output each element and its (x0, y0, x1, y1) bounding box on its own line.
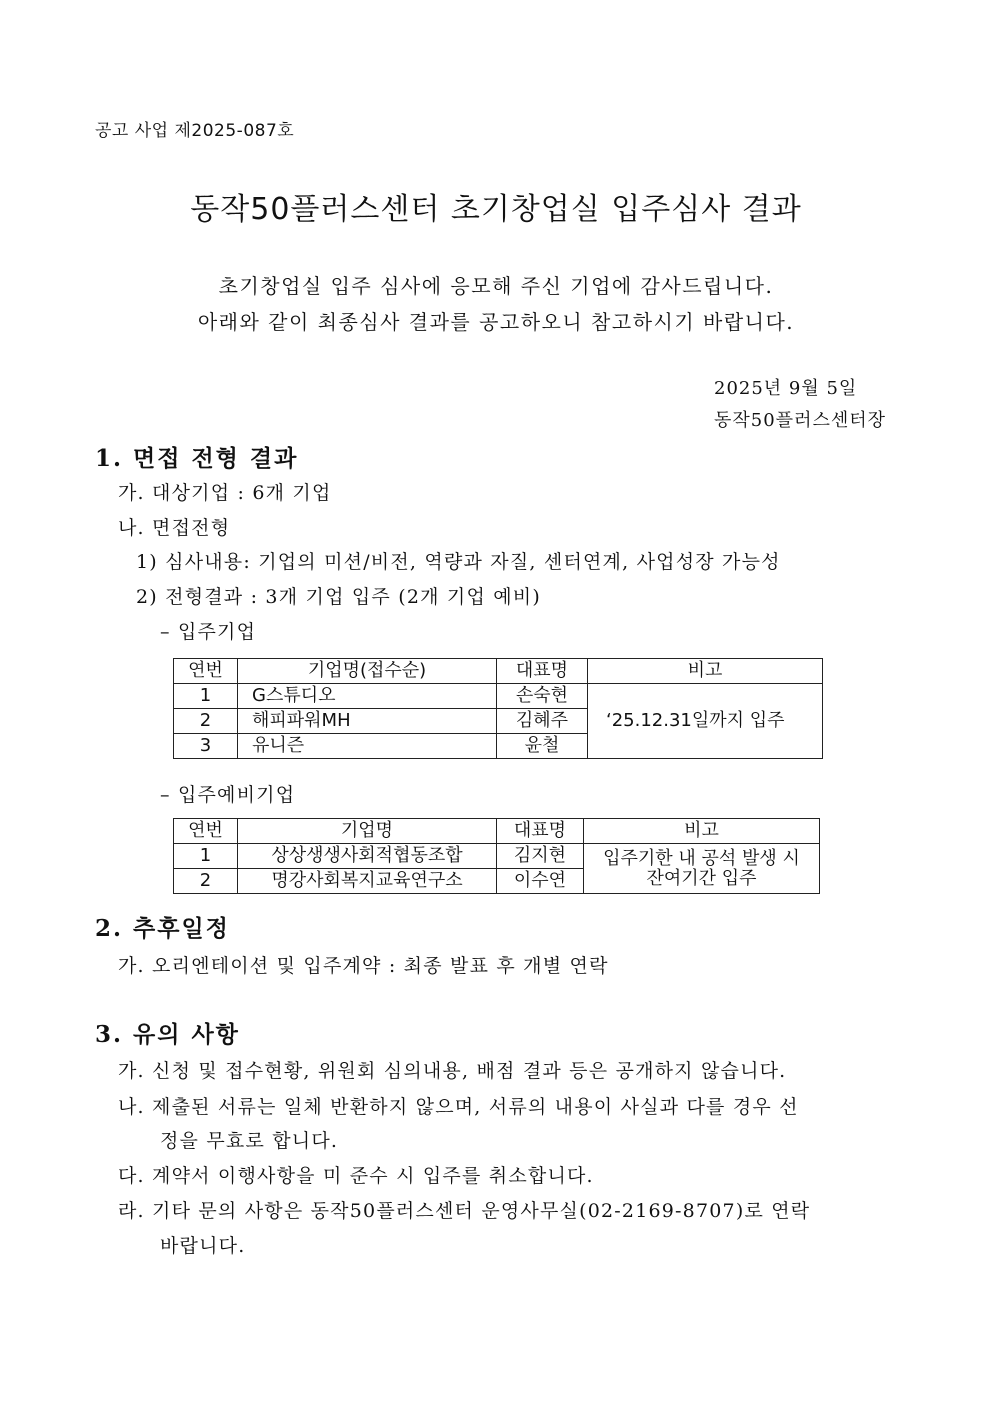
section-3-heading: 3. 유의 사항 (95, 1021, 240, 1048)
section-1-item-na: 나. 면접전형 (118, 517, 231, 539)
ceo-name: 김지현 (497, 844, 584, 869)
row-number: 1 (174, 684, 238, 709)
row-number: 1 (174, 844, 238, 869)
company-name: 유니즌 (238, 734, 497, 759)
ceo-name: 윤철 (497, 734, 588, 759)
section-1-heading: 1. 면접 전형 결과 (95, 445, 299, 472)
company-name: 상상생생사회적협동조합 (238, 844, 497, 869)
page-title: 동작50플러스센터 초기창업실 입주심사 결과 (190, 192, 802, 227)
row-number: 3 (174, 734, 238, 759)
header-cell: 기업명(접수순) (238, 659, 497, 684)
ceo-name: 손숙현 (497, 684, 588, 709)
reserve-companies-label: – 입주예비기업 (160, 784, 296, 806)
header-cell: 연번 (174, 819, 238, 844)
section-3-item-na-1: 나. 제출된 서류는 일체 반환하지 않으며, 서류의 내용이 사실과 다를 경우 선 (118, 1096, 799, 1118)
announcement-date: 2025년 9월 5일 (714, 378, 858, 399)
section-2-heading: 2. 추후일정 (95, 915, 230, 942)
section-3-item-da: 다. 계약서 이행사항을 미 준수 시 입주를 취소합니다. (118, 1165, 594, 1187)
section-3-item-ra-2: 바랍니다. (160, 1235, 246, 1257)
row-number: 2 (174, 709, 238, 734)
company-name: 명강사회복지교육연구소 (238, 869, 497, 894)
section-3-item-ra-1: 라. 기타 문의 사항은 동작50플러스센터 운영사무실(02-2169-8707)로 연락 (118, 1200, 811, 1222)
header-cell: 기업명 (238, 819, 497, 844)
header-cell: 비고 (588, 659, 823, 684)
selected-companies-table (173, 658, 823, 759)
header-cell: 대표명 (497, 659, 588, 684)
company-name: 해피파워MH (238, 709, 497, 734)
table-header-row (174, 659, 823, 684)
section-3-item-ga: 가. 신청 및 접수현황, 위원회 심의내용, 배점 결과 등은 공개하지 않습니다. (118, 1060, 787, 1082)
section-1-sub-2: 2) 전형결과 : 3개 기업 입주 (2개 기업 예비) (136, 586, 541, 608)
header-cell: 연번 (174, 659, 238, 684)
remarks-cell: ‘25.12.31일까지 입주 (588, 684, 823, 759)
header-cell: 대표명 (497, 819, 584, 844)
row-number: 2 (174, 869, 238, 894)
table-row (174, 684, 823, 709)
notice-number: 공고 사업 제2025-087호 (95, 121, 295, 141)
section-1-sub-1: 1) 심사내용: 기업의 미션/비전, 역량과 자질, 센터연계, 사업성장 가능성 (136, 551, 781, 573)
selected-companies-label: – 입주기업 (160, 621, 257, 643)
remarks-cell: 입주기한 내 공석 발생 시 잔여기간 입주 (584, 844, 820, 894)
section-2-item-ga: 가. 오리엔테이션 및 입주계약 : 최종 발표 후 개별 연락 (118, 955, 609, 977)
company-name: G스튜디오 (238, 684, 497, 709)
section-3-item-na-2: 정을 무효로 합니다. (160, 1130, 339, 1152)
table-row (174, 844, 820, 869)
ceo-name: 이수연 (497, 869, 584, 894)
header-cell: 비고 (584, 819, 820, 844)
section-1-item-ga: 가. 대상기업 : 6개 기업 (118, 482, 332, 504)
intro-line-1: 초기창업실 입주 심사에 응모해 주신 기업에 감사드립니다. (218, 274, 774, 298)
ceo-name: 김혜주 (497, 709, 588, 734)
table-header-row (174, 819, 820, 844)
reserve-companies-table (173, 818, 820, 894)
issuer: 동작50플러스센터장 (714, 410, 887, 431)
intro-line-2: 아래와 같이 최종심사 결과를 공고하오니 참고하시기 바랍니다. (197, 310, 795, 334)
